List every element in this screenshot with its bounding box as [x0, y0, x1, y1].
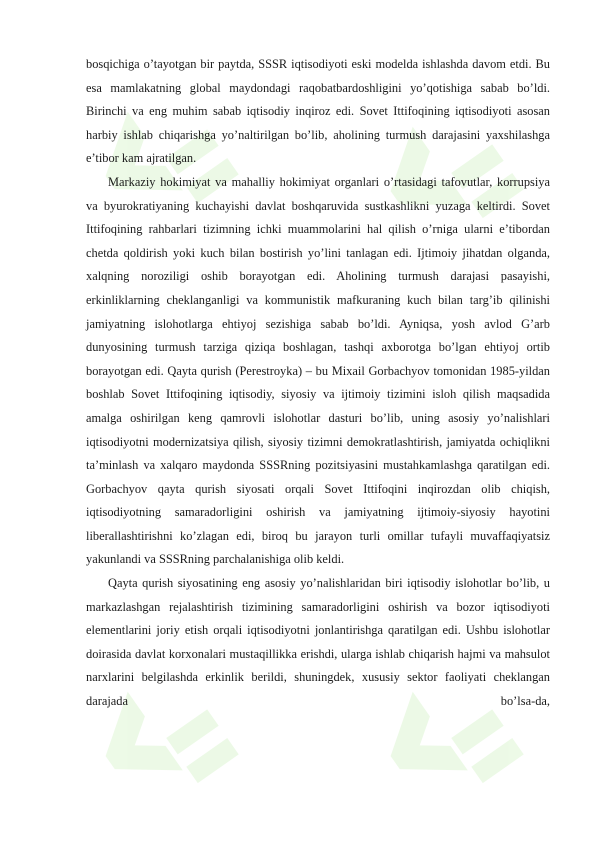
paragraph: Markaziy hokimiyat va mahalliy hokimiyat organlari o’rtasidagi tafovutlar, korrupsiya va byurokratiyaning kuchayishi davlat boshqaruvida sustkashlikni yuzaga keltirdi. Sovet Ittifoqining rahbarlari tizimning ichki muammolarini hal qilish o’rniga ularni e’tibordan chetda qoldirish yoki kuch bilan bostirish yo’lini tanlagan edi. Ijtimoiy jihatdan olganda, xalqning noroziligi oshib borayotgan edi. Aholining turmush darajasi pasayishi, erkinliklarning cheklanganligi va kommunistik mafkuraning kuch bilan targ’ib qilinishi jamiyatning islohotlarga ehtiyoj sezishiga sabab bo’ldi. Ayniqsa, yosh avlod G’arb dunyosining turmush tarziga qiziqa boshlagan, tashqi axborotga bo’lgan ehtiyoj ortib borayotgan edi. Qayta qurish (Perestroyka) – bu Mixail Gorbachyov tomonidan 1985-yildan boshlab Sovet Ittifoqining iqtisodiy, siyosiy va ijtimoiy tizimini isloh qilish maqsadida amalga oshirilgan keng qamrovli islohotlar dasturi bo’lib, uning asosiy yo’nalishlari iqtisodiyotni modernizatsiya qilish, siyosiy tizimni demokratlashtirish, jamiyatda ochiqlikni ta’minlash va xalqaro maydonda SSSRning pozitsiyasini mustahkamlashga qaratilgan edi. Gorbachyov qayta qurish siyosati orqali Sovet Ittifoqini inqirozdan olib chiqish, iqtisodiyotning samaradorligini oshirish va jamiyatning ijtimoiy-siyosiy hayotini liberallashtirishni ko’zlagan edi, biroq bu jarayon turli omillar tufayli muvaffaqiyatsiz yakunlandi va SSSRning parchalanishiga olib keldi.	[86, 174, 550, 567]
paragraph: bosqichiga o’tayotgan bir paytda, SSSR iqtisodiyoti eski modelda ishlashda davom etdi. Bu esa mamlakatning global maydondagi raqobatbardoshligini yo’qotishiga sabab bo’ldi. Birinchi va eng muhim sabab iqtisodiy inqiroz edi. Sovet Ittifoqining iqtisodiyoti asosan harbiy ishlab chiqarishga yo’naltirilgan bo’lib, aholining turmush darajasini yaxshilashga e’tibor kam ajratilgan.	[86, 57, 550, 166]
body-text	[86, 53, 550, 714]
paragraph: Qayta qurish siyosatining eng asosiy yo’nalishlaridan biri iqtisodiy islohotlar bo’lib, u markazlashgan rejalashtirish tizimining samaradorligini oshirish va bozor iqtisodiyoti elementlarini joriy etish orqali iqtisodiyotni jonlantirishga qaratilgan edi. Ushbu islohotlar doirasida davlat korxonalari mustaqillikka erishdi, ularga ishlab chiqarish hajmi va mahsulot narxlarini belgilashda erkinlik berildi, shuningdek, xususiy sektor faoliyati cheklangan darajada bo’lsa-da,	[86, 576, 550, 709]
